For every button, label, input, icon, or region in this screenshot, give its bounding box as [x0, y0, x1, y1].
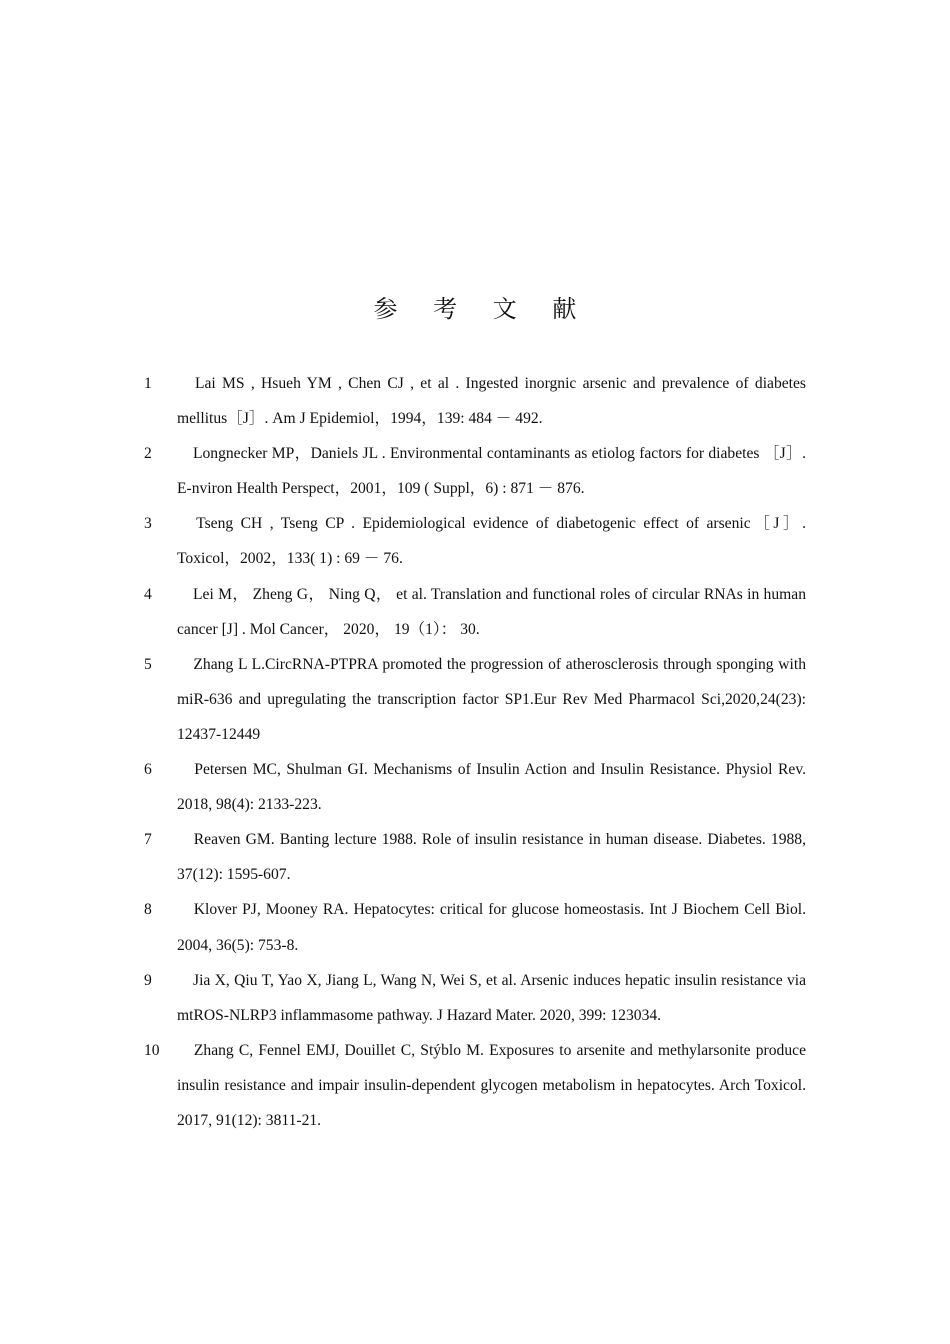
- reference-number: 4: [144, 585, 152, 603]
- reference-item-8: [144, 892, 806, 962]
- reference-number: 9: [144, 971, 152, 989]
- reference-number: 8: [144, 901, 152, 919]
- reference-text: Lei M， Zheng G， Ning Q， et al. Translation and functional roles of circular RNAs in human cancer [J] . Mol Cancer， 2020， 19（1）： 30.: [177, 585, 806, 638]
- reference-number: 3: [144, 515, 152, 533]
- reference-number: 2: [144, 445, 152, 463]
- reference-text: Jia X, Qiu T, Yao X, Jiang L, Wang N, Wei S, et al. Arsenic induces hepatic insulin resistance via mtROS-NLRP3 inflammasome pathway. J Hazard Mater. 2020, 399: 123034.: [177, 971, 806, 1024]
- reference-item-2: [144, 436, 806, 506]
- reference-text: Lai MS , Hsueh YM , Chen CJ , et al . Ingested inorgnic arsenic and prevalence of diabetes mellitus［J］. Am J Epidemiol，1994，139: 484 － 492.: [177, 375, 806, 428]
- reference-text: Petersen MC, Shulman GI. Mechanisms of Insulin Action and Insulin Resistance. Physiol Rev. 2018, 98(4): 2133-223.: [177, 761, 806, 814]
- reference-item-7: [144, 822, 806, 892]
- reference-list: [144, 366, 806, 1138]
- reference-item-4: [144, 577, 806, 647]
- reference-text: Zhang C, Fennel EMJ, Douillet C, Stýblo M. Exposures to arsenite and methylarsonite produce insulin resistance and impair insulin-dependent glycogen metabolism in hepatocytes. Arch Toxicol. 2017, 91(12): 3811-21.: [177, 1041, 806, 1129]
- reference-item-6: [144, 752, 806, 822]
- reference-text: Klover PJ, Mooney RA. Hepatocytes: critical for glucose homeostasis. Int J Biochem Cell Biol. 2004, 36(5): 753-8.: [177, 901, 806, 954]
- reference-number: 10: [144, 1041, 160, 1059]
- reference-item-5: [144, 647, 806, 752]
- reference-item-10: [144, 1033, 806, 1138]
- reference-text: Tseng CH , Tseng CP . Epidemiological evidence of diabetogenic effect of arsenic［J］. Toxicol，2002，133( 1) : 69 － 76.: [177, 515, 806, 568]
- reference-number: 1: [144, 375, 152, 392]
- reference-text: Zhang L L.CircRNA-PTPRA promoted the progression of atherosclerosis through sponging with miR-636 and upregulating the transcription factor SP1.Eur Rev Med Pharmacol Sci,2020,24(23): 12437-12449: [177, 655, 806, 743]
- reference-number: 5: [144, 655, 152, 673]
- reference-number: 7: [144, 831, 152, 849]
- reference-number: 6: [144, 761, 152, 779]
- reference-text: Longnecker MP，Daniels JL . Environmental contaminants as etiolog factors for diabetes ［J］. E-nviron Health Perspect，2001，109 ( Suppl，6) : 871 － 876.: [177, 445, 806, 498]
- reference-text: Reaven GM. Banting lecture 1988. Role of insulin resistance in human disease. Diabetes. 1988, 37(12): 1595-607.: [177, 831, 806, 884]
- reference-item-9: [144, 963, 806, 1033]
- reference-item-3: [144, 506, 806, 576]
- page-title: 参 考 文 献: [373, 295, 591, 323]
- reference-item-1: [144, 366, 806, 436]
